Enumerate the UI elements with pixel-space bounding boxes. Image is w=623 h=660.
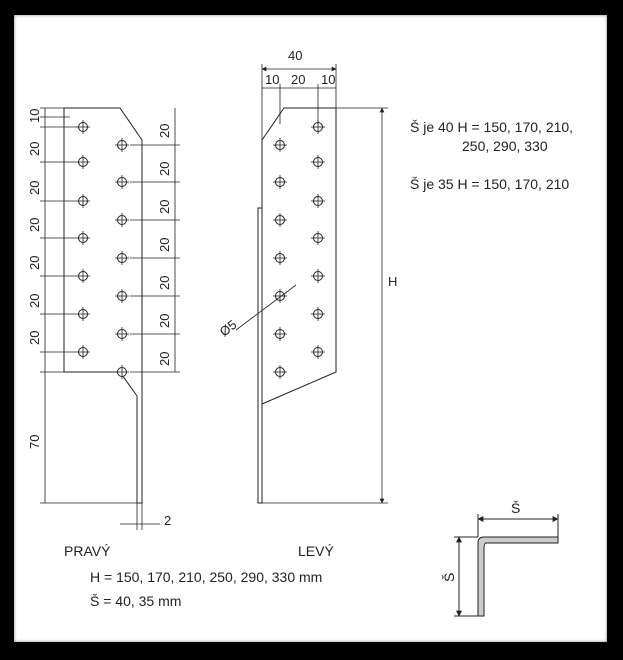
pravy-dim-left-2: 20 xyxy=(27,141,42,156)
pravy-dim-right-2: 20 xyxy=(157,161,172,176)
levy-width-part-3: 10 xyxy=(321,72,336,87)
note-line-1b: 250, 290, 330 xyxy=(462,138,548,154)
section-s-top: Š xyxy=(511,500,521,516)
levy-width-total: 40 xyxy=(288,48,303,63)
levy-height-label: H xyxy=(388,274,398,289)
pravy-dim-right-5: 20 xyxy=(157,275,172,290)
note-line-2: Š je 35 H = 150, 170, 210 xyxy=(410,176,570,192)
levy-width-part-1: 10 xyxy=(265,72,280,87)
pravy-dim-left-3: 20 xyxy=(27,180,42,195)
levy-label: LEVÝ xyxy=(298,543,334,559)
s-values-text: Š = 40, 35 mm xyxy=(90,593,182,609)
levy-bracket xyxy=(258,108,336,503)
pravy-dim-right-1: 20 xyxy=(157,123,172,138)
pravy-dim-left-7: 20 xyxy=(27,330,42,345)
levy-hole-diameter: Ø5 xyxy=(216,316,240,340)
pravy-label: PRAVÝ xyxy=(64,543,111,559)
note-line-1a: Š je 40 H = 150, 170, 210, xyxy=(410,119,574,135)
pravy-dim-right-4: 20 xyxy=(157,237,172,252)
pravy-dim-left-8: 70 xyxy=(27,434,42,449)
pravy-bracket xyxy=(64,108,142,503)
pravy-dim-left-1: 10 xyxy=(27,108,42,123)
pravy-dim-right-3: 20 xyxy=(157,199,172,214)
pravy-thickness-label: 2 xyxy=(164,513,172,528)
h-values-text: H = 150, 170, 210, 250, 290, 330 mm xyxy=(90,569,323,585)
pravy-dim-right-6: 20 xyxy=(157,313,172,328)
pravy-dim-left-5: 20 xyxy=(27,255,42,270)
pravy-dim-left-4: 20 xyxy=(27,217,42,232)
pravy-dim-right-7: 20 xyxy=(157,351,172,366)
pravy-dim-left-6: 20 xyxy=(27,293,42,308)
levy-width-part-2: 20 xyxy=(291,72,306,87)
angle-section xyxy=(454,514,558,616)
section-s-left: Š xyxy=(441,572,457,582)
